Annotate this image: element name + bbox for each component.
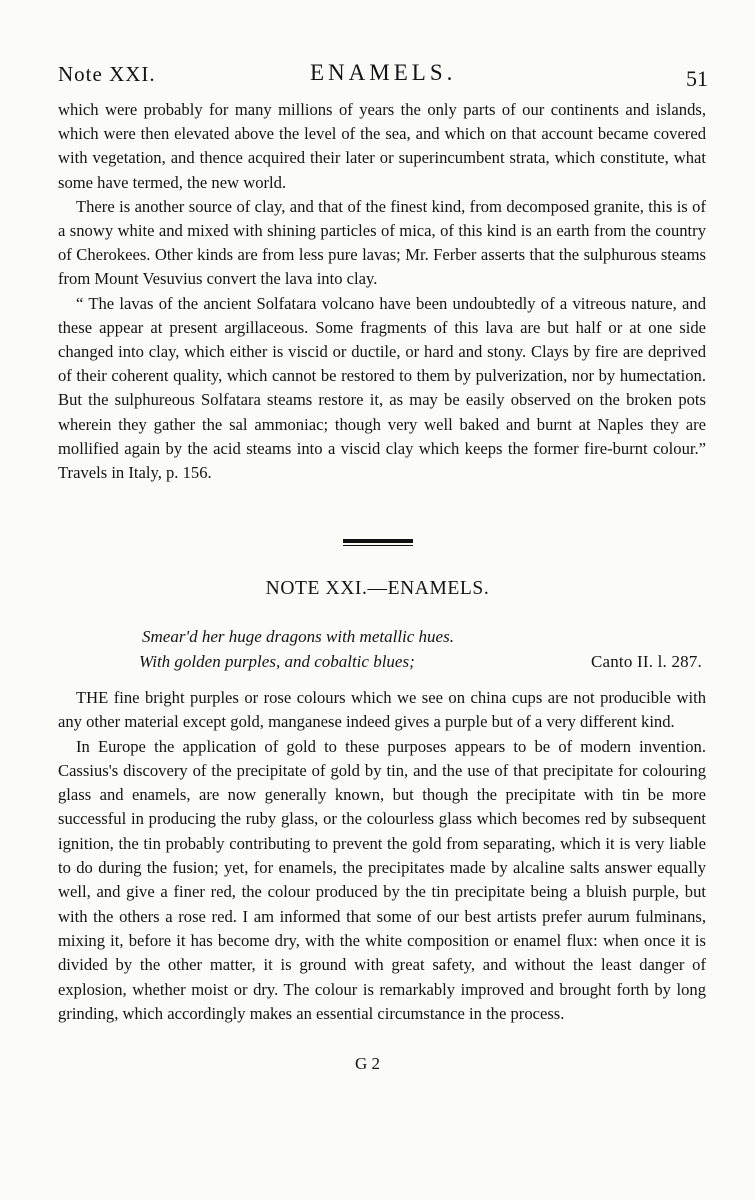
verse-line-1-text: Smear'd her huge dragons with metallic hues. [142,627,454,646]
verse-quote [139,624,702,674]
running-head [58,58,708,92]
verse-line-1 [142,624,702,649]
signature-mark: G 2 [355,1054,381,1073]
continued-text [58,98,706,485]
paragraph-clay-sources: There is another source of clay, and that of the finest kind, from decomposed granite, this is of a snowy white and mixed with shining particles of mica, of this kind is an earth from the country of Cherokees. Other kinds are from less pure lavas; Mr. Ferber asserts that the sulphurous steams from Mount Vesuvius convert the lava into clay. [58,196,706,289]
running-head-title: ENAMELS. [310,60,457,85]
section-divider [343,539,413,549]
note-body [58,686,706,1026]
paragraph-rose-colours: THE fine bright purples or rose colours which we see on china cups are not producible with any other material except gold, manganese indeed gives a purple but of a very different kind. [58,688,706,732]
verse-line-2-text: With golden purples, and cobaltic blues; [139,652,415,671]
paragraph-solfatara-quote: “ The lavas of the ancient Solfatara volcano have been undoubtedly of a vitreous nature, and these appear at present argillaceous. Some fragments of this lava are but half or at one side changed into clay, which either is viscid or ductile, or hard and stony. Clays by fire are deprived of their coherent quality, which cannot be restored to them by pulverization, nor by humectation. But the sulphureous Solfatara steams restore it, as may be easily observed on the broken pots wherein they gather the sal ammoniac; though very well baked and burnt at Naples they are mollified again by the acid steams into a viscid clay which keeps the former fire-burnt colour.” Travels in Italy, p. 156. [58,293,706,483]
divider-thick-rule [343,539,413,543]
note-heading: NOTE XXI.—ENAMELS. [265,578,490,599]
divider-thin-rule [343,545,413,546]
verse-line-2 [139,649,702,674]
running-head-note: Note XXI. [58,62,156,86]
paragraph-gold-precipitate: In Europe the application of gold to these purposes appears to be of modern invention. Cassius's discovery of the precipitate of gold by tin, and the use of that precipitate for colouring glass and enamels, are now generally known, but though the precipitate with tin be more successful in producing the ruby glass, or the colourless glass which becomes red by subsequent ignition, the tin probably contributing to prevent the gold from separating, which it is very liable to do during the fusion; yet, for enamels, the precipitates made by alcaline salts answer equally well, and give a finer red, the colour produced by the tin precipitate being a bluish purple, but with the others a rose red. I am informed that some of our best artists prefer aurum fulminans, mixing it, before it has become dry, with the white composition or enamel flux: when once it is divided by the other matter, it is ground with great safety, and without the least danger of explosion, whether moist or dry. The colour is remarkably improved and brought forth by long grinding, which accordingly makes an essential circumstance in the process. [58,736,706,1023]
page-number: 51 [686,66,708,91]
canto-reference: Canto II. l. 287. [590,652,702,671]
paragraph-continuation: which were probably for many millions of years the only parts of our continents and islands, which were then elevated above the level of the sea, and which on that account became covered with vegetation, and thence acquired their later or superincumbent strata, which constitute, what some have termed, the new world. [58,100,706,192]
